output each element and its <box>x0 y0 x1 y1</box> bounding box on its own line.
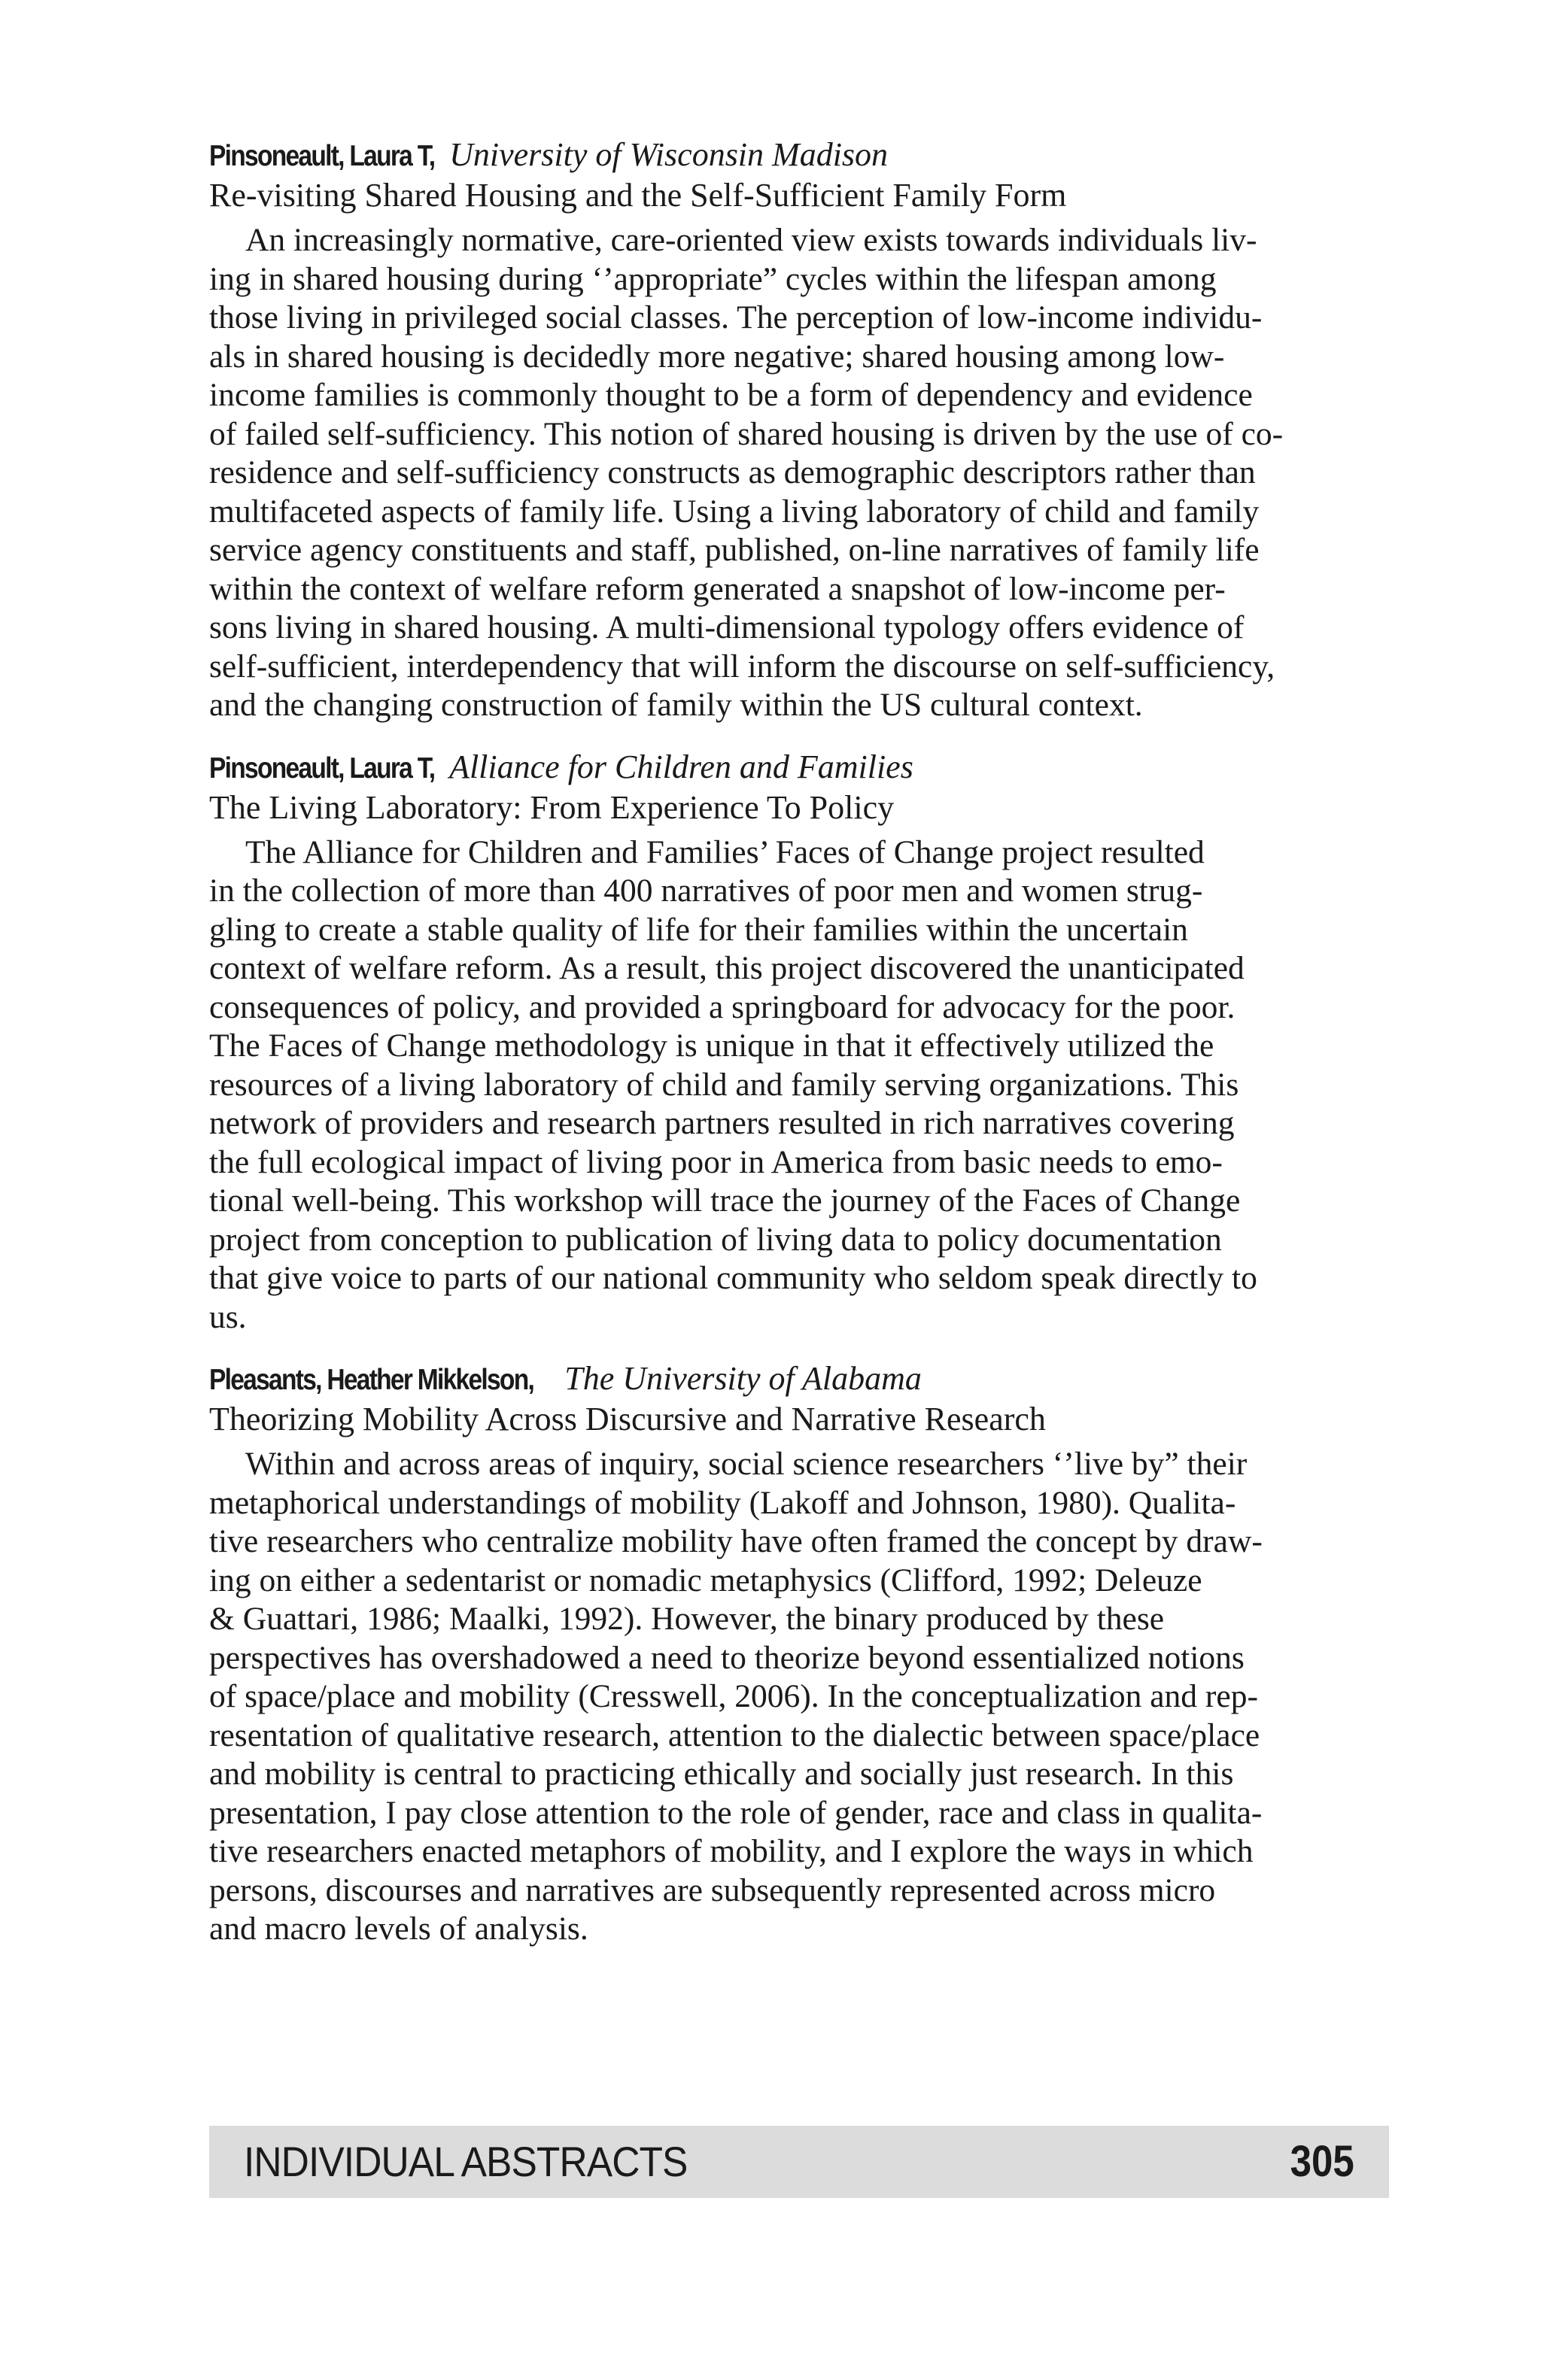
abstract-line: self-sufficient, interdependency that will inform the discourse on self-sufficiency, <box>209 648 1275 685</box>
author-name: Pinsoneault, Laura T, <box>209 751 435 785</box>
abstract-line: and mobility is central to practicing ethically and socially just research. In this <box>209 1756 1234 1792</box>
abstract-line: The Alliance for Children and Families’ Faces of Change project resulted <box>245 833 1205 870</box>
page-number: 305 <box>1290 2137 1354 2186</box>
abstract-byline <box>209 748 1389 788</box>
abstract-line: An increasingly normative, care-oriented view exists towards individuals liv- <box>245 222 1257 258</box>
abstract-line: ing on either a sedentarist or nomadic metaphysics (Clifford, 1992; Deleuze <box>209 1562 1202 1598</box>
abstract-line: network of providers and research partners resulted in rich narratives covering <box>209 1105 1235 1141</box>
abstract-line: Within and across areas of inquiry, social science researchers ‘’live by” their <box>245 1446 1248 1482</box>
abstract-title: Theorizing Mobility Across Discursive and Narrative Research <box>209 1401 1046 1437</box>
author-affiliation: University of Wisconsin Madison <box>449 136 889 173</box>
abstract-title: Re-visiting Shared Housing and the Self-Sufficient Family Form <box>209 177 1067 214</box>
abstract-entry <box>209 748 1389 1337</box>
abstract-line: resources of a living laboratory of child and family serving organizations. This <box>209 1066 1239 1103</box>
abstract-line: residence and self-sufficiency constructs as demographic descriptors rather than <box>209 454 1256 490</box>
abstract-line: of failed self-sufficiency. This notion of shared housing is driven by the use of co- <box>209 415 1284 452</box>
abstract-byline <box>209 135 1389 176</box>
abstract-line: income families is commonly thought to be a form of dependency and evidence <box>209 377 1253 413</box>
author-affiliation: The University of Alabama <box>564 1360 922 1397</box>
section-label: INDIVIDUAL ABSTRACTS <box>244 2138 688 2185</box>
abstracts-page <box>209 135 1389 1949</box>
abstract-line: resentation of qualitative research, attention to the dialectic between space/place <box>209 1717 1260 1753</box>
abstract-line: service agency constituents and staff, published, on-line narratives of family life <box>209 532 1260 568</box>
abstract-line: within the context of welfare reform generated a snapshot of low-income per- <box>209 570 1226 607</box>
abstract-line: consequences of policy, and provided a springboard for advocacy for the poor. <box>209 988 1236 1025</box>
abstract-entry <box>209 1359 1389 1949</box>
abstract-line: and macro levels of analysis. <box>209 1911 588 1947</box>
abstract-line: tive researchers who centralize mobility have often framed the concept by draw- <box>209 1523 1263 1559</box>
abstract-line: in the collection of more than 400 narratives of poor men and women strug- <box>209 873 1203 909</box>
author-name: Pinsoneault, Laura T, <box>209 140 435 172</box>
abstract-line: and the changing construction of family within the US cultural context. <box>209 687 1143 723</box>
abstract-line: tional well-being. This workshop will trace the journey of the Faces of Change <box>209 1182 1241 1219</box>
abstract-line: & Guattari, 1986; Maalki, 1992). However, the binary produced by these <box>209 1601 1165 1637</box>
abstract-line: of space/place and mobility (Cresswell, 2006). In the conceptualization and rep- <box>209 1678 1258 1714</box>
abstract-line: als in shared housing is decidedly more negative; shared housing among low- <box>209 338 1225 375</box>
abstract-line: ing in shared housing during ‘’appropriate” cycles within the lifespan among <box>209 260 1217 297</box>
abstract-line: project from conception to publication of living data to policy documentation <box>209 1221 1222 1258</box>
abstract-line: The Faces of Change methodology is unique in that it effectively utilized the <box>209 1028 1214 1064</box>
abstract-line: those living in privileged social classes. The perception of low-income individu- <box>209 299 1263 335</box>
abstract-byline <box>209 1359 1389 1400</box>
abstract-line: metaphorical understandings of mobility (Lakoff and Johnson, 1980). Qualita- <box>209 1484 1236 1521</box>
author-affiliation: Alliance for Children and Families <box>449 748 913 785</box>
abstract-line: tive researchers enacted metaphors of mobility, and I explore the ways in which <box>209 1833 1254 1869</box>
abstract-line: that give voice to parts of our national community who seldom speak directly to <box>209 1260 1257 1296</box>
abstract-line: sons living in shared housing. A multi-dimensional typology offers evidence of <box>209 609 1245 645</box>
abstract-entry <box>209 135 1389 725</box>
author-name: Pleasants, Heather Mikkelson, <box>209 1364 534 1396</box>
abstract-line: multifaceted aspects of family life. Using a living laboratory of child and family <box>209 493 1260 530</box>
abstract-line: perspectives has overshadowed a need to theorize beyond essentialized notions <box>209 1639 1245 1676</box>
page-footer <box>209 2126 1389 2198</box>
abstract-line: the full ecological impact of living poor in America from basic needs to emo- <box>209 1143 1223 1180</box>
abstract-body <box>209 1445 1389 1949</box>
abstract-line: presentation, I pay close attention to the role of gender, race and class in qualita- <box>209 1794 1263 1831</box>
abstract-line: persons, discourses and narratives are subsequently represented across micro <box>209 1872 1216 1908</box>
abstract-line: gling to create a stable quality of life for their families within the uncertain <box>209 911 1188 948</box>
abstract-body <box>209 833 1389 1337</box>
abstract-body <box>209 221 1389 725</box>
abstract-line: context of welfare reform. As a result, this project discovered the unanticipated <box>209 950 1245 986</box>
abstract-title: The Living Laboratory: From Experience To Policy <box>209 788 895 826</box>
abstract-line: us. <box>209 1298 247 1335</box>
